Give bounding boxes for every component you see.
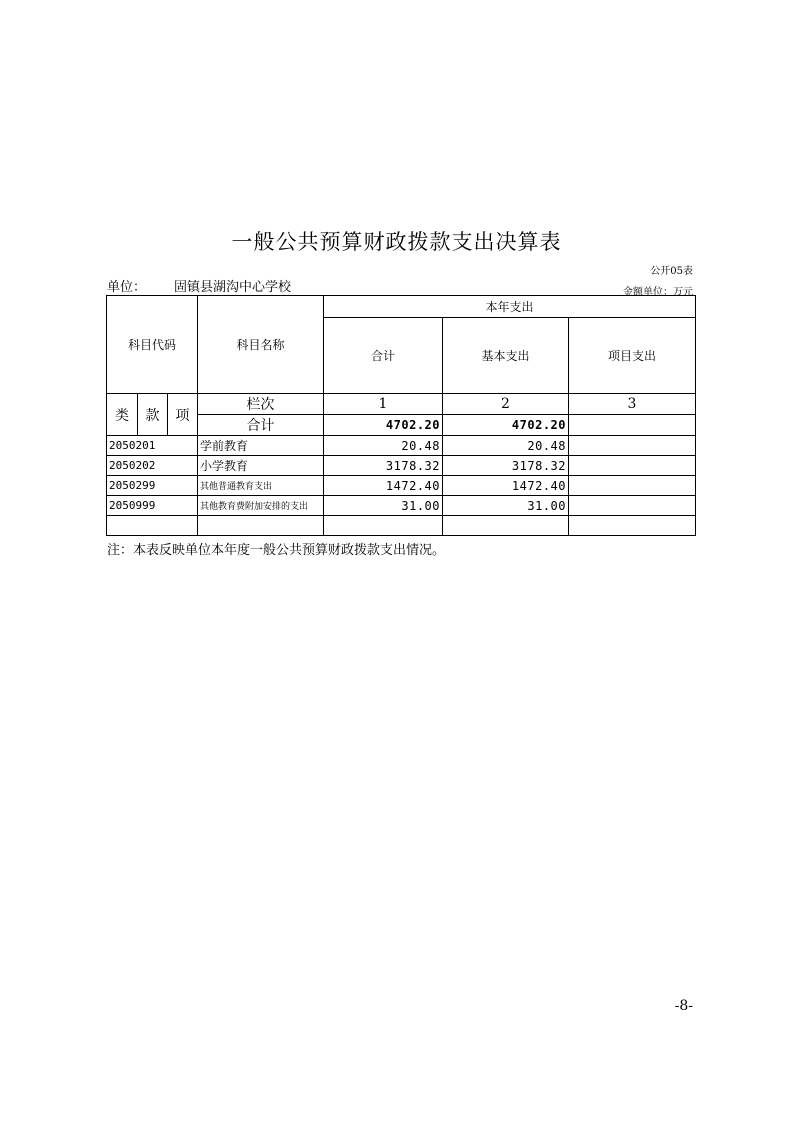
form-number: 公开05表 — [650, 266, 693, 277]
table-row-empty — [107, 516, 696, 536]
empty-cell — [198, 516, 324, 536]
row-project — [569, 496, 696, 516]
table-note: 注：本表反映单位本年度一般公共预算财政拨款支出情况。 — [107, 543, 446, 558]
table-row — [107, 476, 696, 496]
empty-cell — [443, 516, 569, 536]
unit-label: 单位： — [107, 280, 147, 295]
total-row-total: 4702.20 — [324, 415, 443, 436]
row-total: 3178.32 — [324, 456, 443, 476]
total-row-project — [569, 415, 696, 436]
row-name: 其他普通教育支出 — [198, 476, 324, 496]
total-row-label: 合计 — [198, 415, 324, 436]
row-name: 其他教育费附加安排的支出 — [198, 496, 324, 516]
table-row — [107, 496, 696, 516]
header-item: 项 — [168, 394, 198, 436]
column-number-2: 2 — [443, 394, 569, 415]
page-title: 一般公共预算财政拨款支出决算表 — [231, 230, 562, 254]
budget-table — [106, 295, 696, 536]
row-total: 1472.40 — [324, 476, 443, 496]
row-code: 2050299 — [107, 476, 198, 496]
unit-name: 固镇县湖沟中心学校 — [174, 280, 292, 295]
header-current-year-expense: 本年支出 — [324, 296, 696, 318]
row-total: 31.00 — [324, 496, 443, 516]
empty-cell — [569, 516, 696, 536]
row-basic: 20.48 — [443, 436, 569, 456]
header-subject-name: 科目名称 — [198, 296, 324, 394]
empty-cell — [324, 516, 443, 536]
row-project — [569, 476, 696, 496]
header-basic-expense: 基本支出 — [443, 318, 569, 394]
unit-line — [107, 276, 291, 295]
row-basic: 3178.32 — [443, 456, 569, 476]
column-number-1: 1 — [324, 394, 443, 415]
amount-unit: 金额单位：万元 — [623, 287, 693, 298]
header-total: 合计 — [324, 318, 443, 394]
row-name: 学前教育 — [198, 436, 324, 456]
row-project — [569, 436, 696, 456]
row-project — [569, 456, 696, 476]
row-total: 20.48 — [324, 436, 443, 456]
column-number-3: 3 — [569, 394, 696, 415]
row-name: 小学教育 — [198, 456, 324, 476]
header-section: 款 — [138, 394, 168, 436]
header-category: 类 — [107, 394, 138, 436]
page-number: -8- — [674, 998, 693, 1014]
row-code: 2050999 — [107, 496, 198, 516]
header-column-order: 栏次 — [198, 394, 324, 415]
row-code: 2050201 — [107, 436, 198, 456]
table-row — [107, 456, 696, 476]
empty-cell — [107, 516, 198, 536]
row-code: 2050202 — [107, 456, 198, 476]
row-basic: 1472.40 — [443, 476, 569, 496]
row-basic: 31.00 — [443, 496, 569, 516]
header-project-expense: 项目支出 — [569, 318, 696, 394]
table-row — [107, 436, 696, 456]
header-subject-code: 科目代码 — [107, 296, 198, 394]
total-row-basic: 4702.20 — [443, 415, 569, 436]
